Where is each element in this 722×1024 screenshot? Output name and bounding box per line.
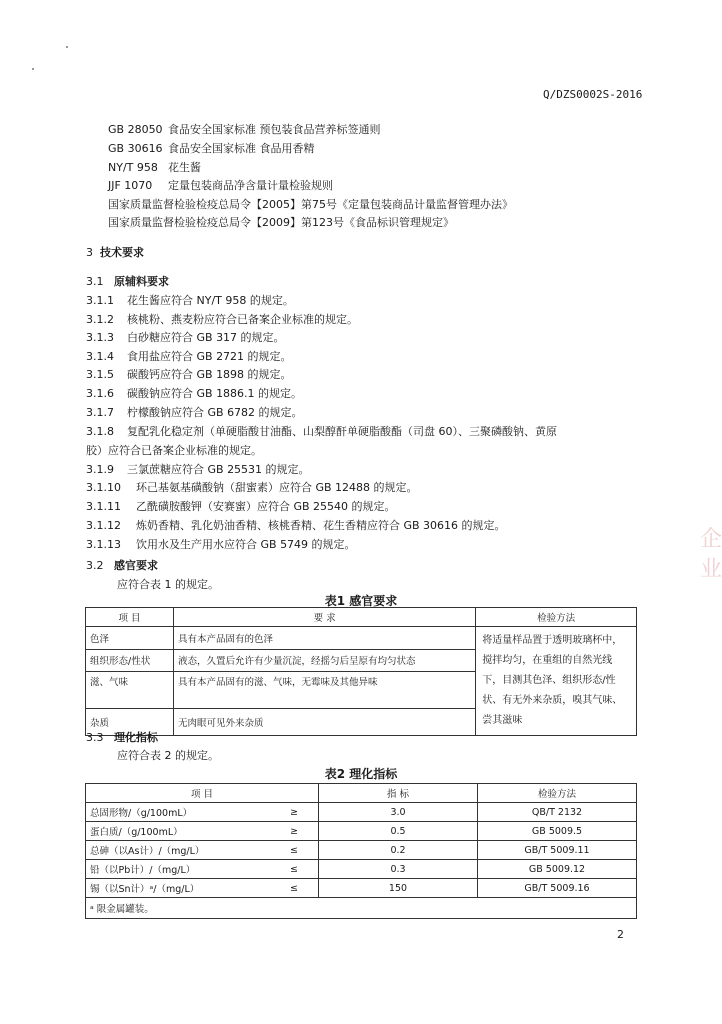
- item-number: 3.1.11: [86, 500, 121, 513]
- reference-line: [108, 177, 333, 193]
- requirement-item: [86, 536, 356, 552]
- col-header-method: 检验方法: [478, 784, 637, 803]
- reference-line: [108, 159, 201, 175]
- section-number: 3: [86, 246, 93, 259]
- item-number: 3.1.4: [86, 350, 114, 363]
- table-cell-requirement: 具有本产品固有的色泽: [173, 627, 475, 650]
- table-cell-item: 组织形态/性状: [86, 649, 174, 672]
- table-cell-method: QB/T 2132: [478, 803, 637, 822]
- requirement-item: [86, 461, 310, 477]
- item-text: 炼奶香精、乳化奶油香精、核桃香精、花生香精应符合 GB 30616 的规定。: [136, 519, 506, 532]
- reference-code: JJF 1070: [108, 179, 153, 192]
- item-number: 3.1.12: [86, 519, 121, 532]
- section-title: 技术要求: [100, 246, 144, 259]
- reference-line: [108, 196, 513, 212]
- col-header-item: 项 目: [86, 608, 174, 627]
- table-cell-requirement: 具有本产品固有的滋、气味，无霉味及其他异味: [173, 672, 475, 709]
- table-cell-requirement: 无肉眼可见外来杂质: [173, 708, 475, 735]
- table-cell-method: GB/T 5009.11: [478, 841, 637, 860]
- table-cell-item: 锡（以Sn计）ᵃ/（mg/L）: [86, 879, 271, 898]
- item-text: 乙酰磺胺酸钾（安赛蜜）应符合 GB 25540 的规定。: [136, 500, 396, 513]
- item-number: 3.1.10: [86, 481, 121, 494]
- col-header-indicator: 指 标: [319, 784, 478, 803]
- requirement-item: [86, 404, 303, 420]
- item-number: 3.1.8: [86, 425, 114, 438]
- page-number: 2: [617, 928, 624, 941]
- col-header-requirement: 要 求: [173, 608, 475, 627]
- item-text: 白砂糖应符合 GB 317 的规定。: [127, 331, 285, 344]
- table-cell-requirement: 液态，久置后允许有少量沉淀，经摇匀后呈原有均匀状态: [173, 649, 475, 672]
- table-cell-value: 3.0: [319, 803, 478, 822]
- table-1-caption: 表1 感官要求: [324, 594, 398, 608]
- table-row: [86, 860, 637, 879]
- requirement-item: [86, 329, 285, 345]
- table-cell-item: 杂质: [86, 708, 174, 735]
- reference-line: [108, 214, 454, 230]
- item-text: 柠檬酸钠应符合 GB 6782 的规定。: [127, 406, 303, 419]
- item-number: 3.1.3: [86, 331, 114, 344]
- table-row: [86, 822, 637, 841]
- table-cell-item: 蛋白质/（g/100mL）: [86, 822, 271, 841]
- item-text: 食用盐应符合 GB 2721 的规定。: [127, 350, 292, 363]
- table-cell-method: GB 5009.12: [478, 860, 637, 879]
- section-number: 3.3: [86, 731, 104, 744]
- reference-line: [108, 140, 315, 156]
- reference-title: 食品安全国家标准 食品用香精: [168, 142, 315, 155]
- requirement-item: [86, 311, 358, 327]
- reference-code: NY/T 958: [108, 161, 158, 174]
- table-cell-method: 将适量样品置于透明玻璃杯中，搅拌均匀，在重组的自然光线下，目测其色泽、组织形态/性状、有无外来杂质，嗅其气味、尝其滋味: [476, 627, 637, 736]
- section-3-2-heading: [86, 557, 158, 573]
- col-header-item: 项 目: [86, 784, 319, 803]
- table-cell-operator: ≤: [270, 841, 319, 860]
- table-cell-value: 150: [319, 879, 478, 898]
- scan-speck: [66, 46, 68, 48]
- item-text: 饮用水及生产用水应符合 GB 5749 的规定。: [136, 538, 356, 551]
- reference-title: 定量包装商品净含量计量检验规则: [168, 179, 333, 192]
- item-text: 花生酱应符合 NY/T 958 的规定。: [127, 294, 294, 307]
- item-number: 3.1.2: [86, 313, 114, 326]
- requirement-item: [86, 423, 557, 439]
- table-row: [86, 803, 637, 822]
- table-cell-value: 0.5: [319, 822, 478, 841]
- reference-title: 花生酱: [168, 161, 201, 174]
- table-2-caption: 表2 理化指标: [324, 767, 398, 781]
- item-text: 胶）应符合已备案企业标准的规定。: [86, 444, 262, 457]
- table-cell-item: 滋、气味: [86, 672, 174, 709]
- item-number: 3.1.9: [86, 463, 114, 476]
- section-number: 3.1: [86, 275, 104, 288]
- requirement-item: [86, 498, 396, 514]
- item-number: 3.1.5: [86, 368, 114, 381]
- item-number: 3.1.6: [86, 387, 114, 400]
- section-3-3-note: 应符合表 2 的规定。: [117, 749, 219, 762]
- item-number: 3.1.13: [86, 538, 121, 551]
- table-cell-operator: ≥: [270, 803, 319, 822]
- item-text: 三氯蔗糖应符合 GB 25531 的规定。: [127, 463, 310, 476]
- section-title: 理化指标: [114, 731, 158, 744]
- section-3-1-heading: [86, 273, 169, 289]
- scan-speck: [32, 68, 34, 70]
- requirement-item: [86, 385, 302, 401]
- item-number: 3.1.1: [86, 294, 114, 307]
- sensory-requirements-table: [85, 607, 637, 736]
- requirement-item: [86, 366, 292, 382]
- table-cell-operator: ≤: [270, 879, 319, 898]
- reference-code: GB 28050: [108, 123, 163, 136]
- section-3-heading: [86, 244, 144, 260]
- requirement-item: [86, 517, 506, 533]
- item-text: 环己基氨基磺酸钠（甜蜜素）应符合 GB 12488 的规定。: [136, 481, 418, 494]
- reference-title: 国家质量监督检验检疫总局令【2005】第75号《定量包装商品计量监督管理办法》: [108, 198, 513, 211]
- table-footnote: ᵃ 限金属罐装。: [86, 898, 637, 919]
- section-3-3-heading: [86, 729, 158, 745]
- section-title: 感官要求: [114, 559, 158, 572]
- item-text: 碳酸钠应符合 GB 1886.1 的规定。: [127, 387, 303, 400]
- reference-title: 国家质量监督检验检疫总局令【2009】第123号《食品标识管理规定》: [108, 216, 454, 229]
- requirement-item: [86, 442, 262, 458]
- table-cell-operator: ≥: [270, 822, 319, 841]
- requirement-item: [86, 348, 292, 364]
- table-cell-value: 0.2: [319, 841, 478, 860]
- physicochemical-table: [85, 783, 637, 919]
- table-cell-item: 色泽: [86, 627, 174, 650]
- document-code: Q/DZS0002S-2016: [543, 88, 643, 101]
- table-cell-method: GB 5009.5: [478, 822, 637, 841]
- item-number: 3.1.7: [86, 406, 114, 419]
- table-cell-item: 总砷（以As计）/（mg/L）: [86, 841, 271, 860]
- reference-title: 食品安全国家标准 预包装食品营养标签通则: [168, 123, 381, 136]
- table-cell-value: 0.3: [319, 860, 478, 879]
- section-number: 3.2: [86, 559, 104, 572]
- requirement-item: [86, 479, 418, 495]
- red-seal-stamp: 企 业: [700, 527, 722, 582]
- section-3-2-note: 应符合表 1 的规定。: [117, 578, 219, 591]
- item-text: 复配乳化稳定剂（单硬脂酸甘油酯、山梨醇酐单硬脂酸酯（司盘 60）、三聚磷酸钠、黄原: [127, 425, 557, 438]
- section-title: 原辅料要求: [114, 275, 169, 288]
- requirement-item: [86, 292, 294, 308]
- reference-code: GB 30616: [108, 142, 163, 155]
- table-row: [86, 879, 637, 898]
- reference-line: [108, 121, 381, 137]
- table-cell-method: GB/T 5009.16: [478, 879, 637, 898]
- item-text: 碳酸钙应符合 GB 1898 的规定。: [127, 368, 292, 381]
- table-cell-item: 总固形物/（g/100mL）: [86, 803, 271, 822]
- table-cell-operator: ≤: [270, 860, 319, 879]
- item-text: 核桃粉、燕麦粉应符合已备案企业标准的规定。: [127, 313, 358, 326]
- table-cell-item: 铅（以Pb计）/（mg/L）: [86, 860, 271, 879]
- table-row: [86, 841, 637, 860]
- col-header-method: 检验方法: [476, 608, 637, 627]
